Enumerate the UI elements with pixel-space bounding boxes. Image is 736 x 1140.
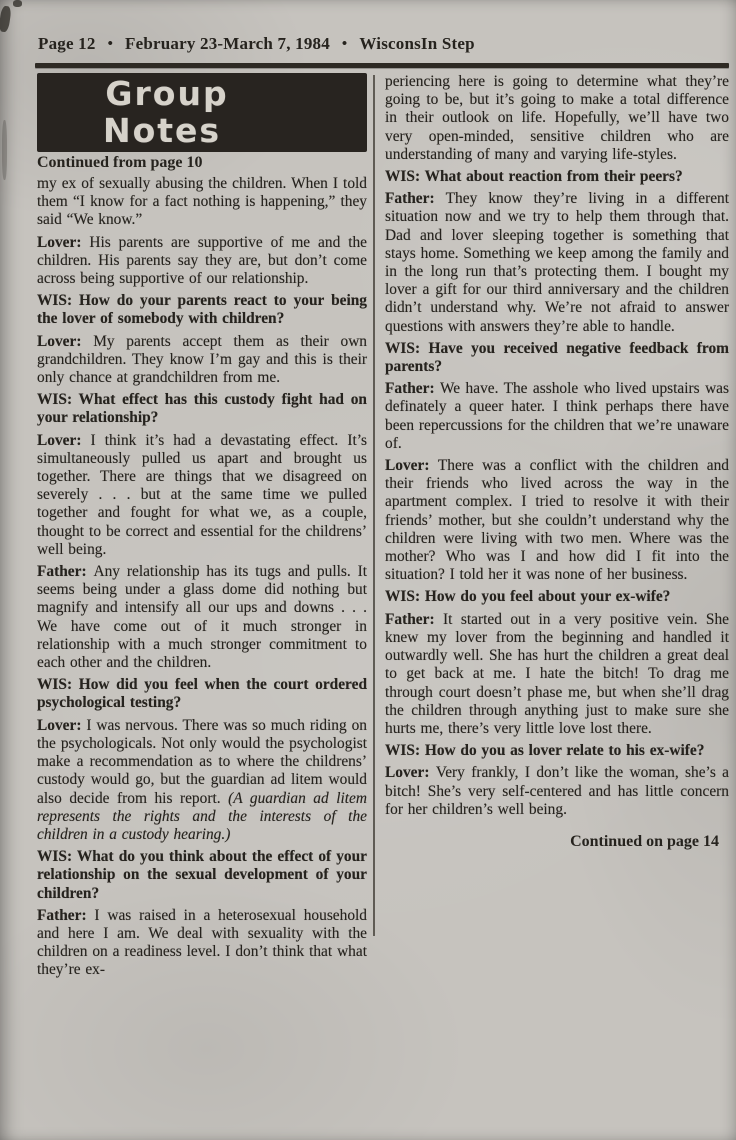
speaker-label: WIS:: [37, 848, 77, 866]
speaker-label: Lover:: [385, 457, 438, 475]
interview-paragraph: my ex of sexually abusing the children. When I told them “I know for a fact nothing is happening,” they said “We know.”: [37, 175, 367, 229]
left-column: [37, 73, 367, 984]
right-column-paragraphs: [385, 73, 729, 819]
speaker-label: WIS:: [385, 588, 425, 606]
scan-smudge: [2, 120, 7, 180]
banner-title-line1: Group: [105, 74, 229, 113]
speaker-label: Father:: [385, 380, 440, 398]
interview-paragraph: Father: Any relationship has its tugs and pulls. It seems being under a glass dome did nothing but magnify and intensify all our ups and downs . . . We have come out of it much stronger in relationship with a much stronger commitment to each other and the children.: [37, 563, 368, 672]
speaker-label: WIS:: [385, 168, 425, 186]
interview-paragraph: Lover: There was a conflict with the children and their friends who lived across the way in the apartment complex. I tried to resolve it with their friends’ mother, but she couldn’t understand why the children were living with two men. Where was the mother? Who was I and how did I fit into the situation? I told her it was none of her business.: [385, 457, 730, 584]
interview-question: WIS: How do you feel about your ex-wife?: [385, 588, 671, 606]
group-notes-banner: [37, 73, 367, 152]
speaker-label: WIS:: [37, 292, 80, 310]
banner-title-line2: Notes: [102, 111, 222, 150]
speaker-label: WIS:: [385, 742, 425, 760]
interview-question: WIS: What effect has this custody fight had on your relationship?: [37, 391, 367, 427]
speaker-label: Father:: [37, 906, 95, 924]
scan-smudge: [13, 0, 22, 7]
speaker-label: Lover:: [37, 233, 90, 251]
interview-paragraph: Father: They know they’re living in a different situation now and we try to help them through that. Dad and lover sleeping together is something that stays home. Something we keep among the family and in the long run that’s protecting them. I bought my lover a gift for our third anniversary and the children didn’t understand why. We’re not afraid to answer questions with answers they’re able to handle.: [385, 190, 729, 335]
interview-question: WIS: What do you think about the effect of your relationship on the sexual development of your children?: [37, 848, 368, 902]
publication-name: WisconsIn Step: [359, 34, 475, 53]
continued-from-note: Continued from page 10: [37, 154, 203, 171]
interview-paragraph: Father: I was raised in a heterosexual household and here I am. We deal with sexuality with the children on a readiness level. I don’t think that what they’re ex-: [37, 906, 367, 979]
page-number: Page 12: [38, 34, 96, 53]
interview-paragraph: Lover: His parents are supportive of me and the children. His parents say they are, but don’t come across being supportive of our relationship.: [37, 233, 367, 288]
interview-question: WIS: Have you received negative feedback from parents?: [385, 339, 729, 376]
editorial-note: (A guardian ad litem represents the rights and the interests of the children in a custody hearing.): [37, 789, 367, 843]
interview-question: WIS: How do your parents react to your being the lover of somebody with children?: [37, 292, 367, 328]
speaker-label: WIS:: [385, 339, 429, 357]
interview-paragraph: Lover: I think it’s had a devastating effect. It’s simultaneously pulled us apart and brought us together. There are things that we disagreed on severely . . . but at the same time we pulled together and fought for what we, as a couple, thought to be correct and essential for the childrens’ well being.: [37, 431, 367, 558]
issue-date: February 23-March 7, 1984: [125, 34, 330, 53]
column-divider-rule: [373, 75, 375, 936]
interview-paragraph: Lover: I was nervous. There was so much riding on the psychologicals. Not only would the psychologist make a recommendation as to where the childrens’ custody would go, but the guardian ad litem would also decide from his report. (A guardian ad litem represents the rights and the interests of the children in a custody hearing.): [37, 716, 367, 843]
interview-question: WIS: How did you feel when the court ordered psychological testing?: [37, 676, 368, 712]
interview-question: WIS: How do you as lover relate to his ex-wife?: [385, 742, 705, 760]
speaker-label: Father:: [385, 610, 444, 628]
interview-paragraph: Father: We have. The asshole who lived upstairs was definately a queer hater. I think perhaps there have been repercussions for the children that we’re unaware of.: [385, 380, 730, 452]
speaker-label: Father:: [37, 563, 94, 581]
header-rule: [35, 63, 729, 68]
speaker-label: Lover:: [37, 431, 91, 449]
left-column-paragraphs: [37, 175, 367, 980]
speaker-label: Lover:: [37, 716, 87, 734]
speaker-label: Lover:: [37, 332, 94, 350]
speaker-label: WIS:: [37, 391, 79, 409]
bullet-separator: •: [341, 36, 348, 52]
right-column: [385, 73, 729, 851]
interview-paragraph: Lover: Very frankly, I don’t like the woman, she’s a bitch! She’s very self-centered and has little concern for her children’s well being.: [385, 764, 729, 818]
article-body: [37, 73, 729, 984]
speaker-label: WIS:: [37, 676, 79, 694]
speaker-label: Lover:: [385, 764, 436, 782]
page-header: [0, 0, 736, 54]
interview-paragraph: periencing here is going to determine what they’re going to be, but it’s going to make a total difference in their outlook on life. Hopefully, we’ll have two very open-minded, sensitive children who are understanding of many and varying life-styles.: [385, 73, 729, 163]
interview-paragraph: Father: It started out in a very positive vein. She knew my lover from the beginning and handled it outwardly well. She has hurt the children a great deal to get back at me. I hate the bitch! To drag me through court doesn’t phase me, but when she’ll drag the children through anything just to make sure she hurts me, there’s very little love lost there.: [385, 610, 729, 737]
interview-paragraph: Lover: My parents accept them as their own grandchildren. They know I’m gay and this is their only chance at grandchildren from me.: [37, 332, 367, 387]
continued-on-note: Continued on page 14: [570, 832, 719, 850]
bullet-separator: •: [107, 36, 114, 52]
speaker-label: Father:: [385, 190, 446, 208]
interview-question: WIS: What about reaction from their peers?: [385, 168, 683, 186]
